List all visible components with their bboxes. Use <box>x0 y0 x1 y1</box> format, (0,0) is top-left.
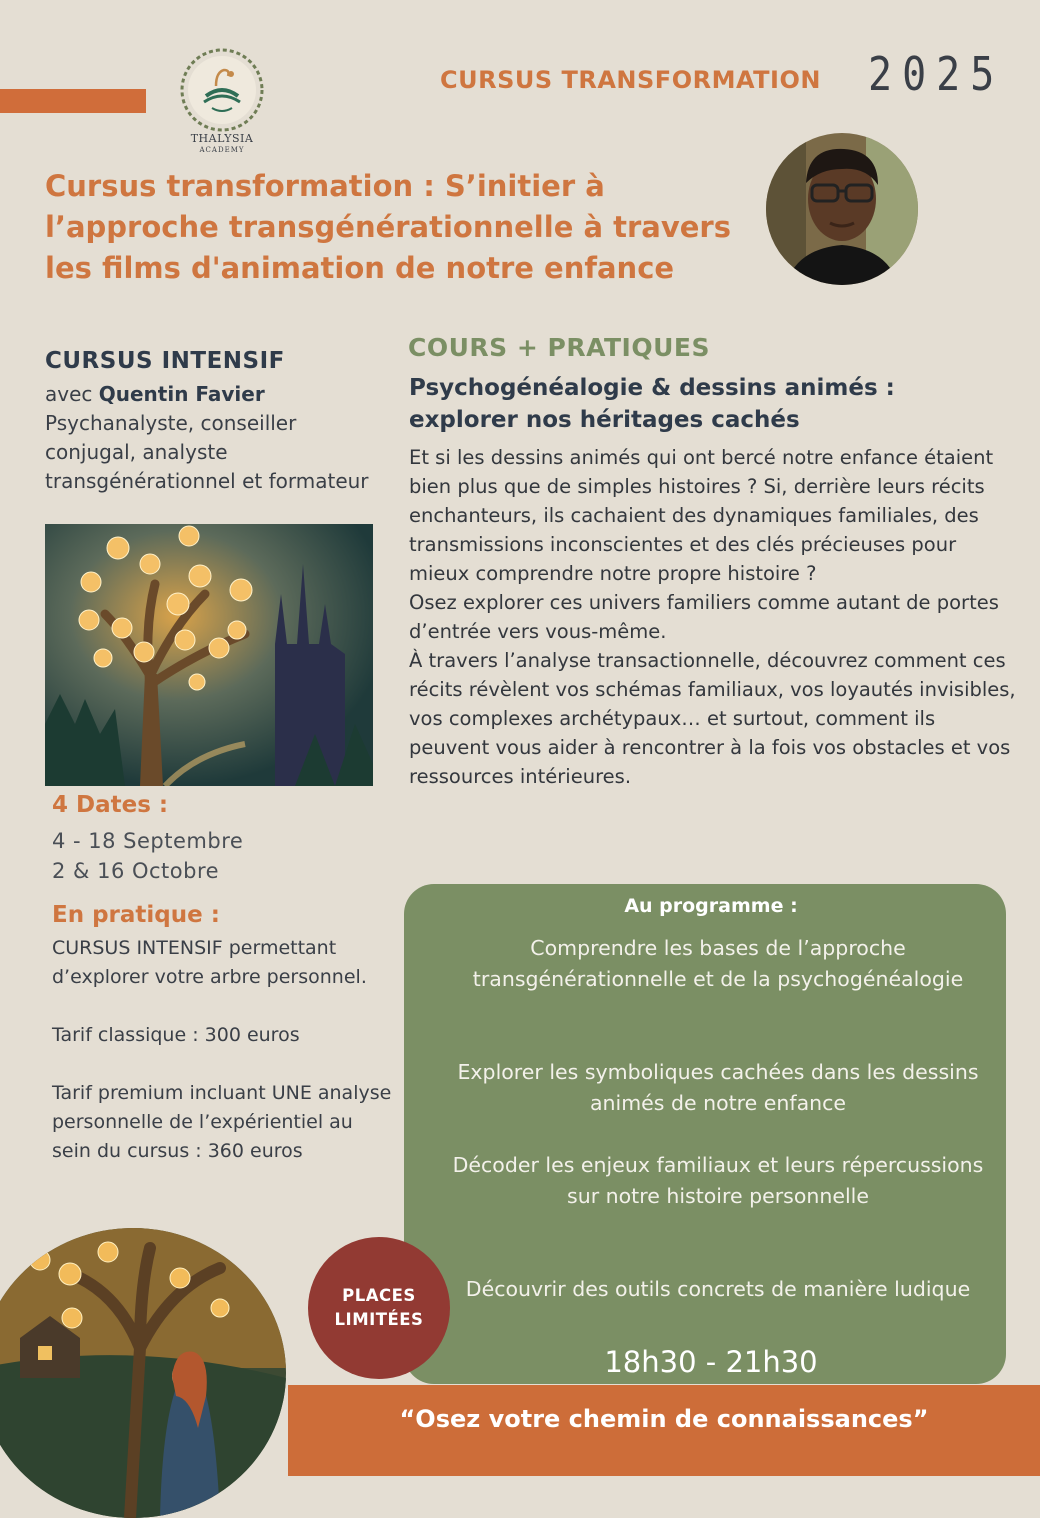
cours-pratiques-title: COURS + PRATIQUES <box>408 333 710 362</box>
places-limitees-badge <box>308 1237 450 1379</box>
instructor-portrait <box>766 133 918 285</box>
section-subtitle: Psychogénéalogie & dessins animés : explorer nos héritages cachés <box>409 375 895 433</box>
cursus-intensif-label: CURSUS INTENSIF <box>45 348 285 374</box>
page-title: Cursus transformation : S’initier à l’approche transgénérationnelle à travers les films d'animation de notre enfance <box>45 169 731 285</box>
description-paragraph: Osez explorer ces univers familiers comme autant de portes d’entrée vers vous-même. <box>409 591 999 643</box>
program-title: Au programme : <box>624 895 798 917</box>
date-item: 2 & 16 Octobre <box>52 859 220 883</box>
tree-castle-illustration <box>45 524 373 786</box>
badge-text: PLACES LIMITÉES <box>334 1286 424 1329</box>
decorative-bar <box>0 89 146 113</box>
girl-tree-illustration <box>0 1228 286 1518</box>
pratique-text: CURSUS INTENSIF permettant d’explorer votre arbre personnel. <box>52 937 367 988</box>
footer-quote: “Osez votre chemin de connaissances” <box>399 1405 929 1433</box>
description-text <box>409 443 1019 791</box>
program-time: 18h30 - 21h30 <box>604 1345 818 1379</box>
program-item: Décoder les enjeux familiaux et leurs répercussions sur notre histoire personnelle <box>452 1153 984 1208</box>
program-item: Explorer les symboliques cachées dans les dessins animés de notre enfance <box>457 1060 979 1115</box>
description-paragraph: À travers l’analyse transactionnelle, découvrez comment ces récits révèlent vos schémas familiaux, vos loyautés invisibles, vos complexes archétypaux… et surtout, comment ils peuvent vous aider à rencontrer à la fois vos obstacles et vos ressources intérieures. <box>409 649 1016 788</box>
description-paragraph: Et si les dessins animés qui ont bercé notre enfance étaient bien plus que de simples histoires ? Si, derrière leurs récits enchanteurs, ils cachaient des dynamiques familiales, des transmissions inconscientes et des clés précieuses pour mieux comprendre notre propre histoire ? <box>409 446 994 585</box>
price-classic: Tarif classique : 300 euros <box>52 1024 300 1046</box>
instructor-info <box>45 380 375 496</box>
pratique-title: En pratique : <box>52 902 220 928</box>
program-item: Découvrir des outils concrets de manière ludique <box>465 1277 971 1301</box>
instructor-name: Quentin Favier <box>98 382 265 406</box>
price-premium: Tarif premium incluant UNE analyse personnelle de l’expérientiel au sein du cursus : 360 euros <box>52 1082 392 1162</box>
dates-title: 4 Dates : <box>52 792 169 818</box>
header-year: 2025 <box>868 48 1005 102</box>
pratique-body <box>52 934 397 1166</box>
header-label: CURSUS TRANSFORMATION <box>440 66 821 94</box>
logo-subtitle: ACADEMY <box>199 146 245 154</box>
date-item: 4 - 18 Septembre <box>52 829 244 853</box>
instructor-role: Psychanalyste, conseiller conjugal, analyste transgénérationnel et formateur <box>45 411 369 493</box>
avec-prefix: avec <box>45 382 99 406</box>
dates-list <box>52 826 243 886</box>
logo-name: THALYSIA <box>190 132 254 145</box>
program-item: Comprendre les bases de l’approche transgénérationnelle et de la psychogénéalogie <box>472 936 964 991</box>
